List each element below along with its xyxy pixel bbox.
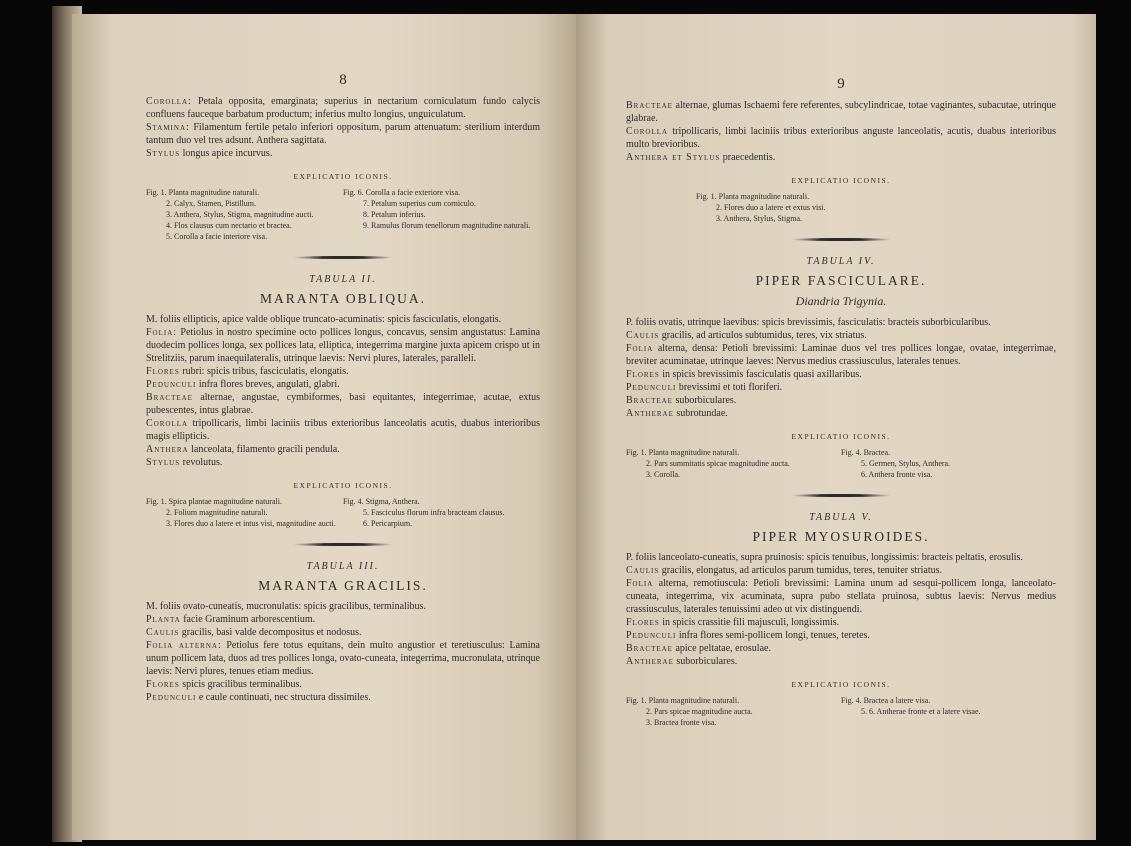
plate-label: TABULA V. — [809, 512, 873, 523]
entry: Caulis gracilis, basi valde decompositus et nodosus. — [146, 627, 362, 638]
entry: Flores in spicis crassitie fili majusculi, longissimis. — [626, 617, 840, 628]
divider-rule — [293, 256, 393, 259]
figure-legend: Fig. 1. Planta magnitudine naturali. 2. Flores duo a latere et extus visi. 3. Anthera, Stylus, Stigma. — [696, 192, 826, 223]
entry: Anthera et Stylus praecedentis. — [626, 152, 776, 163]
diagnosis: M. foliis ellipticis, apice valde oblique truncato-acuminatis: spicis fasciculatis, elongatis. — [146, 314, 502, 325]
entry: Planta facie Graminum arborescentium. — [146, 614, 316, 625]
entry: Pedunculi infra flores breves, angulati, glabri. — [146, 379, 340, 390]
explicatio-heading: EXPLICATIO ICONIS. — [791, 176, 891, 185]
entry: Corolla: Petala opposita, emarginata; superius in nectarium corniculatum fundo calycis confluens fauceque barbatum productum; inferius multo longius, unguiculatum. — [146, 96, 541, 120]
species-title: PIPER MYOSUROIDES. — [752, 529, 930, 544]
explicatio-heading: EXPLICATIO ICONIS. — [293, 172, 393, 181]
entry: Bracteae alternae, angustae, cymbiformes, basi equitantes, integerrimae, acutae, extus pubescentes, intus glabrae. — [146, 392, 540, 416]
divider-rule — [293, 543, 393, 546]
entry: Folia: Petiolus in nostro specimine octo pollices longus, concavus, sensim angustatus: Lamina duodecim pollices longa, sex pollices lata, elliptica, integerrima margine juxta apicem crispo ut in Strelitziis, parum inaequilateralis, utrinque laevis: Nervi plures, laterales, paralleli. — [146, 327, 541, 364]
entry: Caulis gracilis, ad articulos subtumidus, teres, vix striatus. — [626, 330, 867, 341]
entry: Flores in spicis brevissimis fasciculatis quasi axillaribus. — [626, 369, 862, 380]
entry: Anthera lanceolata, filamento gracili pendula. — [146, 444, 340, 455]
entry: Bracteae alternae, glumas Ischaemi fere referentes, subcylindricae, totae vaginantes, subacutae, utrinque glabrae. — [626, 100, 1056, 124]
figure-legend: Fig. 1. Spica plantae magnitudine naturali. 2. Folium magnitudine naturali. 3. Flores duo a latere et intus visi, magnitudine aucti. Fig. 4. Stigma, Anthera. 5. Fasciculus florum infra bracteam clausus. 6. Pericarpium. — [146, 497, 505, 528]
entry: Antherae suborbiculares. — [626, 656, 738, 667]
plate-label: TABULA III. — [306, 561, 380, 572]
entry: Pedunculi e caule continuati, nec structura dissimiles. — [146, 692, 371, 703]
divider-rule — [791, 238, 891, 241]
entry: Flores spicis gracilibus terminalibus. — [146, 679, 302, 690]
left-page — [72, 14, 576, 840]
page-number: 8 — [339, 72, 347, 88]
entry: Stylus longus apice incurvus. — [146, 148, 273, 159]
plate-label: TABULA II. — [309, 274, 377, 285]
entry: Corolla tripollicaris, limbi laciniis tribus exterioribus lanceolatis acutis, duabus interioribus magis ellipticis. — [146, 418, 540, 442]
diagnosis: M. foliis ovato-cuneatis, mucronulatis: spicis gracilibus, terminalibus. — [146, 601, 426, 612]
entry: Bracteae suborbiculares. — [626, 395, 737, 406]
page-number: 9 — [837, 76, 845, 92]
entry: Caulis gracilis, elongatus, ad articulos parum tumidus, teres, tenuiter striatus. — [626, 565, 942, 576]
entry: Antherae subrotundae. — [626, 408, 728, 419]
entry: Folia alterna, densa: Petioli brevissimi: Laminae duos vel tres pollices longae, ovatae, integerrimae, breviter acuminatae, utrinque laeves: Nervus medius crassiusculus, laterales tenues. — [626, 343, 1056, 367]
figure-legend: Fig. 1. Planta magnitudine naturali. 2. Calyx, Stamen, Pistillum. 3. Anthera, Stylus, Stigma, magnitudine aucti. 4. Flos clausus cum nectario et bractea. 5. Corolla a facie interiore visa. Fig. 6. Corolla a facie exteriore visa. 7. Petalum superius cum corniculo. 8. Petalum inferius. 9. Ramulus florum tenellorum magnitudine naturali. — [146, 188, 531, 241]
entry: Pedunculi brevissimi et toti floriferi. — [626, 382, 783, 393]
figure-legend: Fig. 1. Planta magnitudine naturali. 2. Pars summitatis spicae magnitudine aucta. 3. Corolla. Fig. 4. Bractea. 5. Germen, Stylus, Anthera. 6. Anthera fronte visa. — [626, 448, 951, 479]
linnaean-class: Diandria Trigynia. — [795, 294, 887, 308]
entry: Corolla tripollicaris, limbi laciniis tribus exterioribus anguste lanceolatis, acutis, duabus interioribus multo brevioribus. — [626, 126, 1057, 150]
diagnosis: P. foliis ovatis, utrinque laevibus: spicis brevissimis, fasciculatis: bracteis suborbicularibus. — [626, 317, 991, 328]
explicatio-heading: EXPLICATIO ICONIS. — [791, 680, 891, 689]
plate-label: TABULA IV. — [806, 256, 876, 267]
entry: Folia alterna: Petiolus fere totus equitans, dein multo angustior et teretiusculus: Lamina unum pollicem lata, duos ad tres pollices longa, ovato-cuneata, integerrima, mucronulata, utrinque laevis: Nervi plures, tenues etiam medius. — [146, 640, 540, 677]
entry: Bracteae apice peltatae, erosulae. — [626, 643, 771, 654]
entry: Stamina: Filamentum fertile petalo inferiori oppositum, parum attenuatum: sterilium interdum tantum duo vel tres adsunt. Anthera sagittata. — [146, 122, 541, 146]
entry: Flores rubri: spicis tribus, fasciculatis, elongatis. — [146, 366, 349, 377]
right-page — [576, 14, 1096, 840]
entry: Pedunculi infra flores semi-pollicem longi, tenues, teretes. — [626, 630, 870, 641]
divider-rule — [791, 494, 891, 497]
entry: Stylus revolutus. — [146, 457, 223, 468]
explicatio-heading: EXPLICATIO ICONIS. — [791, 432, 891, 441]
entry: Folia alterna, remotiuscula: Petioli brevissimi: Lamina unum ad sesqui-pollicem longa, lanceolato-cuneata, integerrima, vix acuminata, supra pubo stellata pruinosa, subtus laevis: Nervus medius crassiusculus, laterales tenuissimi adeo ut vix distinguendi. — [626, 578, 1056, 615]
species-title: MARANTA OBLIQUA. — [260, 291, 426, 306]
species-title: MARANTA GRACILIS. — [258, 578, 428, 593]
explicatio-heading: EXPLICATIO ICONIS. — [293, 481, 393, 490]
species-title: PIPER FASCICULARE. — [755, 273, 927, 288]
diagnosis: P. foliis lanceolato-cuneatis, supra pruinosis: spicis tenuibus, longissimis: bracteis peltatis, erosulis. — [626, 552, 1023, 563]
figure-legend: Fig. 1. Planta magnitudine naturali. 2. Pars spicae magnitudine aucta. 3. Bractea fronte visa. Fig. 4. Bractea a latere visa. 5. 6. Antherae fronte et a latere visae. — [626, 696, 981, 727]
